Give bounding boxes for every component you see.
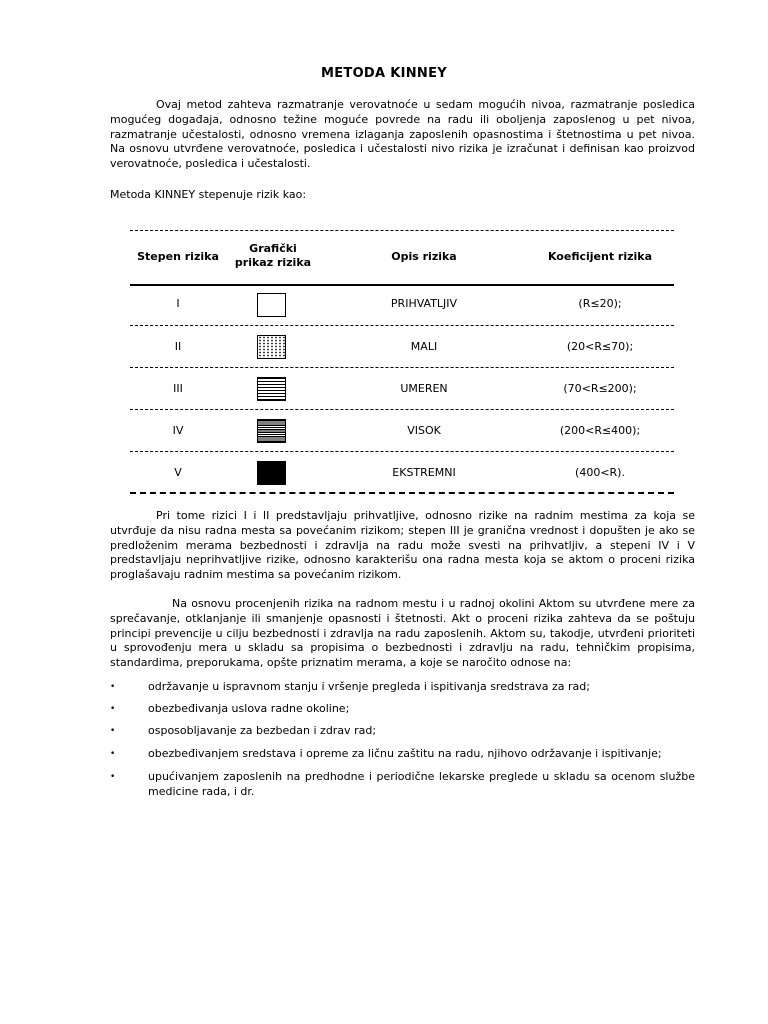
row-5-koeficijent: (400<R). bbox=[575, 466, 625, 479]
row-2-stepen: II bbox=[174, 340, 182, 353]
dense-striped-box-icon bbox=[257, 419, 286, 443]
solid-box-icon bbox=[257, 461, 286, 485]
header-graficki: Grafički prikaz rizika bbox=[234, 242, 312, 269]
table-bottom-rule bbox=[130, 492, 674, 494]
row-rule bbox=[130, 367, 674, 368]
intro-text: Ovaj metod zahteva razmatranje verovatnoće u sedam mogućih nivoa, razmatranje posledica mogućeg događaja, odnosno težine moguće povrede na radu ili oboljenja zaposlenog u pet nivoa, razmatranje učestalosti, odnosno vremena izlaganja zaposlenih opasnostima i štetnostima u pet nivoa. Na osnovu utvrđene verovatnoće, posledica i učestalosti nivo rizika je izračunat i definisan kao proizvod verovatnoće, posledica i učestalosti. bbox=[110, 98, 695, 171]
header-opis: Opis rizika bbox=[391, 250, 457, 263]
page-title: METODA KINNEY bbox=[321, 66, 447, 81]
risk-explanation-paragraph bbox=[110, 509, 695, 583]
list-item-text: obezbeđivanja uslova radne okoline; bbox=[148, 702, 350, 715]
blank-box-icon bbox=[257, 293, 286, 317]
row-3-koeficijent: (70<R≤200); bbox=[563, 382, 637, 395]
bullet-icon: • bbox=[110, 726, 116, 736]
row-4-koeficijent: (200<R≤400); bbox=[559, 424, 641, 437]
measures-paragraph bbox=[110, 597, 695, 671]
row-2-koeficijent: (20<R≤70); bbox=[566, 340, 634, 353]
row-3-stepen: III bbox=[173, 382, 183, 395]
row-3-opis: UMEREN bbox=[400, 382, 448, 395]
list-item-text: upućivanjem zaposlenih na predhodne i periodične lekarske preglede u skladu sa ocenom službe medicine rada, i dr. bbox=[148, 770, 695, 798]
row-5-stepen: V bbox=[174, 466, 182, 479]
row-1-stepen: I bbox=[176, 297, 180, 310]
row-rule bbox=[130, 409, 674, 410]
row-1-koeficijent: (R≤20); bbox=[578, 297, 622, 310]
row-4-stepen: IV bbox=[172, 424, 184, 437]
dotted-box-icon bbox=[257, 335, 286, 359]
intro-paragraph bbox=[110, 98, 695, 172]
header-rule bbox=[130, 284, 674, 286]
row-rule bbox=[130, 451, 674, 452]
header-koeficijent: Koeficijent rizika bbox=[547, 250, 653, 263]
risk-explanation-text: Pri tome rizici I i II predstavljaju prihvatljive, odnosno rizike na radnim mestima za koja se utvrđuje da nisu radna mesta sa povećanim rizikom; stepen III je granična vrednost i dopušten je ako se predloženim merama bezbednosti i zdravlja na radu može svesti na prihvatljiv, a stepeni IV i V predstavljaju neprihvatljive rizike, odnosno karakterišu ona radna mesta koja se aktom o proceni rizika proglašavaju radnim mestima sa povećanim rizikom. bbox=[110, 509, 695, 582]
bullet-icon: • bbox=[110, 772, 116, 782]
bullet-icon: • bbox=[110, 704, 116, 714]
table-top-rule bbox=[130, 230, 674, 231]
list-item-text: obezbeđivanjem sredstava i opreme za ličnu zaštitu na radu, njihovo održavanje i ispitivanje; bbox=[148, 747, 662, 760]
row-rule bbox=[130, 325, 674, 326]
row-1-opis: PRIHVATLJIV bbox=[390, 297, 458, 310]
bullet-icon: • bbox=[110, 682, 116, 692]
row-5-opis: EKSTREMNI bbox=[392, 466, 456, 479]
lead-in-paragraph: Metoda KINNEY stepenuje rizik kao: bbox=[110, 188, 307, 201]
list-item-text: održavanje u ispravnom stanju i vršenje pregleda i ispitivanja sredstrava za rad; bbox=[148, 680, 590, 693]
measures-text: Na osnovu procenjenih rizika na radnom mestu i u radnoj okolini Aktom su utvrđene mere za sprečavanje, otklanjanje ili smanjenje opasnosti i štetnosti. Akt o proceni rizika zahteva da se poštuju principi prevencije u cilju bezbednosti i zdravlja na radu zaposlenih. Aktom su, takodje, utvrđeni prioriteti u sprovođenju mera u skladu sa propisima o bezbednosti i zdravlju na radu, tehničkim propisima, standardima, preporukama, opšte priznatim merama, a koje se naročito odnose na: bbox=[110, 597, 695, 670]
header-stepen: Stepen rizika bbox=[137, 250, 219, 263]
row-2-opis: MALI bbox=[410, 340, 438, 353]
bullet-icon: • bbox=[110, 749, 116, 759]
row-4-opis: VISOK bbox=[407, 424, 441, 437]
striped-box-icon bbox=[257, 377, 286, 401]
list-item-text: osposobljavanje za bezbedan i zdrav rad; bbox=[148, 724, 377, 737]
